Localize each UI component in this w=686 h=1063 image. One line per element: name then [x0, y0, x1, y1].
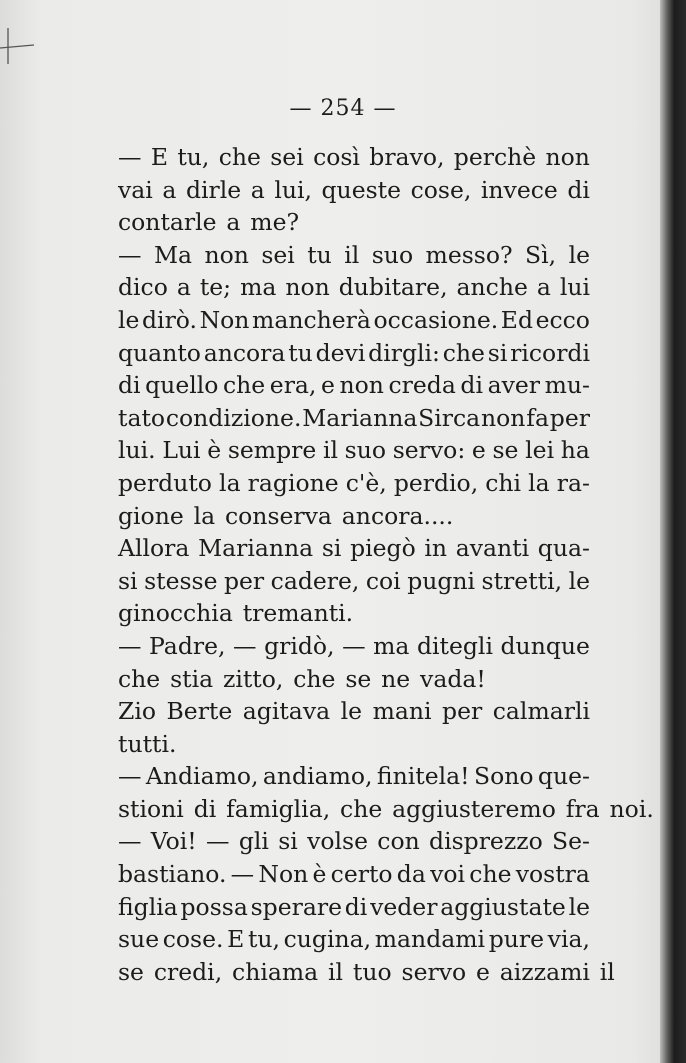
- text-line: tutti.: [118, 729, 177, 758]
- text-line: vai a dirle a lui, queste cose, invece di: [118, 175, 590, 204]
- text-line: se credi, chiama il tuo servo e aizzami il: [118, 957, 615, 986]
- text-line: lui. Lui è sempre il suo servo: e se lei ha: [118, 436, 590, 465]
- text-line: — Padre, — gridò, — ma ditegli dunque: [118, 631, 590, 660]
- text-line: — E tu, che sei così bravo, perchè non: [118, 143, 590, 171]
- paragraph: [118, 825, 615, 988]
- text-line: Allora Marianna si piegò in avanti qua-: [118, 534, 590, 563]
- text-line: di quello che era, e non creda di aver mu-: [118, 371, 590, 400]
- paragraph: [118, 141, 590, 239]
- text-line: sue cose. E tu, cugina, mandami pure via,: [118, 925, 590, 954]
- paragraph: [118, 630, 590, 695]
- text-line: quanto ancora tu devi dirgli: che si ricordi: [118, 338, 590, 367]
- text-line: bastiano. — Non è certo da voi che vostra: [118, 860, 590, 889]
- pencil-mark-icon: [0, 26, 36, 66]
- text-line: si stesse per cadere, coi pugni stretti, le: [118, 566, 590, 595]
- binding-edge: [660, 0, 686, 1063]
- text-line: contarle a me?: [118, 208, 300, 237]
- page-number: — 254 —: [289, 96, 397, 121]
- text-line: tato condizione. Marianna Sirca non fa per: [118, 403, 590, 432]
- text-line: le dirò. Non mancherà occasione. Ed ecco: [118, 305, 590, 334]
- text-line: — Ma non sei tu il suo messo? Sì, le: [118, 240, 590, 269]
- text-line: perduto la ragione c'è, perdio, chi la ra-: [118, 468, 590, 497]
- text-line: che stia zitto, che se ne vada!: [118, 664, 486, 693]
- body-text: [118, 141, 654, 988]
- text-line: ginocchia tremanti.: [118, 599, 354, 628]
- paragraph: [118, 239, 590, 532]
- text-line: Zio Berte agitava le mani per calmarli: [118, 697, 590, 726]
- text-line: dico a te; ma non dubitare, anche a lui: [118, 273, 590, 302]
- paragraph: [118, 532, 590, 630]
- text-line: stioni di famiglia, che aggiusteremo fra noi.: [118, 794, 654, 823]
- text-line: figlia possa sperare di veder aggiustate le: [118, 892, 590, 921]
- text-line: — Andiamo, andiamo, finitela! Sono que-: [118, 762, 590, 791]
- text-line: gione la conserva ancora....: [118, 501, 454, 530]
- paragraph: [118, 760, 654, 825]
- paragraph: [118, 695, 590, 760]
- text-line: — Voi! — gli si volse con disprezzo Se-: [118, 827, 590, 856]
